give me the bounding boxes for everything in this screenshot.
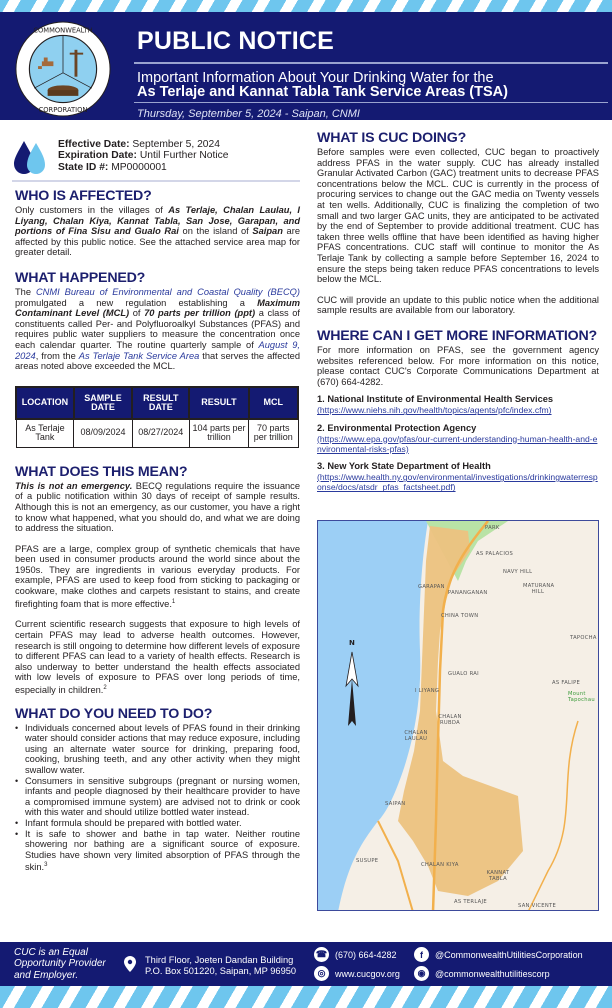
section-heading: WHO IS AFFECTED? <box>15 188 152 204</box>
section-what-do <box>15 706 300 873</box>
what-happened-text: The CNMI Bureau of Environmental and Coastal Quality (BECQ) promulgated a new regulation establishing a Maximum Contaminant Level (MCL) of 70 parts per trillion (ppt) a class of constituents called Per- and Polyfluoroalkyl Substances (PFAS) and requires public water suppliers to measure the concentration once each calendar quarter. The routine quarterly sample of August 9, 2024, from the As Terlaje Tank Service Area that serves the affected areas noted above exceeded the MCL. <box>15 286 301 372</box>
page-subtitle <box>137 71 508 99</box>
cuc-doing-p2: CUC will provide an update to this public notice when the additional sample results are available from our laboratory. <box>317 294 599 316</box>
section-what-happened <box>15 270 300 372</box>
section-more-info <box>317 328 599 493</box>
section-heading: WHERE CAN I GET MORE INFORMATION? <box>317 327 598 344</box>
table-header: RESULT <box>189 387 248 419</box>
subtitle-line-1: Important Information About Your Drinking Water for the <box>137 70 494 86</box>
facebook-link[interactable]: f @CommonwealthUtilitiesCorporation <box>414 947 583 962</box>
cuc-logo-seal <box>15 21 111 117</box>
state-id: State ID #: MP0000001 <box>58 161 167 173</box>
right-column <box>317 130 599 493</box>
globe-icon: ◎ <box>314 966 329 981</box>
list-item: • Individuals concerned about levels of PFAS found in their drinking water should consider actions that may reduce exposure, including using an alternate water source for drinking, preparing food, cooking, brushing teeth, and any other activity when they might swallow water. <box>15 723 300 776</box>
location-pin-icon <box>124 956 136 972</box>
section-heading: WHAT IS CUC DOING? <box>317 130 467 146</box>
instagram-icon: ◉ <box>414 966 429 981</box>
section-heading: WHAT HAPPENED? <box>15 269 146 286</box>
section-heading: WHAT DO YOU NEED TO DO? <box>15 705 213 722</box>
table-row <box>16 419 298 448</box>
svg-text:CORPORATION: CORPORATION <box>38 106 88 115</box>
list-item: • Infant formula should be prepared with bottled water. <box>15 818 300 829</box>
reference-link[interactable]: (https://www.health.ny.gov/environmental/investigations/drinkingwaterresponse/docs/atsdr_pfas_factsheet.pdf) <box>317 472 598 493</box>
table-cell: 08/27/2024 <box>132 419 189 448</box>
list-item: • It is safe to shower and bathe in tap water. Neither routine showering nor bathing are a significant source of exposure. Studies have shown very limited absorption of PFAS through the skin.$^3$ <box>15 829 300 873</box>
table-header: MCL <box>249 387 299 419</box>
reference-item: 3. New York State Department of Health (https://www.health.ny.gov/environmental/investigations/drinkingwaterresponse/docs/atsdr_pfas_factsheet.pdf) <box>317 461 598 493</box>
top-stripe-band <box>0 0 612 12</box>
becq-link[interactable]: CNMI Bureau of Environmental and Coastal Quality (BECQ) <box>35 286 300 297</box>
who-affected-text: Only customers in the villages of As Terlaje, Chalan Laulau, I Liyang, Chalan Kiya, Kannat Tabla, San Jose, Garapan, and portions of Fina Sisu and Gualo Rai on the island of Saipan are affected by this public notice. See the attached service area map for greater detail. <box>15 205 300 258</box>
notice-meta <box>12 138 300 182</box>
equal-opportunity-statement: CUC is an Equal Opportunity Provider and Employer. <box>14 947 106 981</box>
left-column <box>15 138 300 873</box>
more-info-intro: For more information on PFAS, see the government agency websites referenced below. For more information on this notice, please contact CUC's Corporate Communications Department at (670) 664-4282. <box>317 344 599 387</box>
reference-item: 2. Environmental Protection Agency (https://www.epa.gov/pfas/our-current-understanding-human-health-and-environmental-risks-pfas) <box>317 422 598 454</box>
footer <box>0 942 612 986</box>
phone-contact[interactable]: ☎ (670) 664-4282 <box>314 947 397 962</box>
svg-text:COMMONWEALTH: COMMONWEALTH <box>33 26 93 35</box>
bottom-stripe-band <box>0 986 612 1008</box>
what-mean-p1: This is not an emergency. BECQ regulations require the issuance of a public notification within 30 days of receipt of sample results. Although this is not an emergency, as our customer, you have a right to know what happened, what you should do, and what we are doing to address the situation. <box>15 480 300 534</box>
header-banner <box>0 12 612 120</box>
water-drops-icon <box>12 138 48 174</box>
reference-link[interactable]: (https://www.niehs.nih.gov/health/topics/agents/pfc/index.cfm) <box>317 405 552 416</box>
table-header: LOCATION <box>16 387 74 419</box>
section-heading: WHAT DOES THIS MEAN? <box>15 463 188 480</box>
effective-date: Effective Date: September 5, 2024 <box>58 138 220 150</box>
table-cell: 70 parts per trillion <box>249 419 299 448</box>
section-cuc-doing <box>317 130 599 316</box>
instagram-link[interactable]: ◉ @commonwealthutilitiescorp <box>414 966 550 981</box>
reference-item: 1. National Institute of Environmental Health Services (https://www.niehs.nih.gov/health/topics/agents/pfc/index.cfm) <box>317 394 599 415</box>
subtitle-line-2: As Terlaje and Kannat Tabla Tank Service Areas (TSA) <box>137 84 508 100</box>
service-area-map: N PARK AS PALACIOS NAVY HILL MATURANA HILL GARAPAN PANANGANAN CHINA TOWN TAPOCHA GUALO RAI I LIYANG AS FALIPE Mount Tapochau CHALAN RUBDA CHALAN LAULAU SAIPAN SUSUPE CHALAN KIYA KANNAT TABLA AS TERLAJE SAN VICENTE <box>317 520 599 911</box>
north-label: N <box>349 639 356 647</box>
header-divider-2 <box>134 102 608 103</box>
reference-link[interactable]: (https://www.epa.gov/pfas/our-current-understanding-human-health-and-environmental-risks-pfas) <box>317 433 598 454</box>
address: Third Floor, Joeten Dandan Building P.O. Box 501220, Saipan, MP 96950 <box>145 955 297 976</box>
section-what-mean <box>15 464 300 696</box>
list-item: • Consumers in sensitive subgroups (pregnant or nursing women, infants and people diagnosed by their healthcare provider to have a compromised immune system) are advised not to drink or cook with this water and should utilize bottled water instead. <box>15 776 300 818</box>
table-cell: 08/09/2024 <box>74 419 132 448</box>
cuc-doing-p1: Before samples were even collected, CUC began to proactively address PFAS in the water supply. CUC has already installed Granular Activated Carbon (GAC) treatment units to decrease PFAS concentrations below the MCL. CUC is currently in the process of procuring services to change out the GAC media on Twenty vessels at ten wells. Additionally, CUC is finalizing the completion of two small and two larger GAC units, they are anticipated to be activated by the end of September to provide additional treatment. CUC has taken three wells offline that have been identified as having higher PFAS concentrations. CUC staff will continue to monitor the As Terlaje Tank by collecting a sample before September 16, 2024 to ensure the steps being taken reduce PFAS concentrations to levels below the MCL. <box>317 147 599 285</box>
dateline: Thursday, September 5, 2024 - Saipan, CNMI <box>137 108 360 120</box>
results-table <box>15 386 299 448</box>
website-link[interactable]: ◎ www.cucgov.org <box>314 966 400 981</box>
table-header: SAMPLE DATE <box>74 387 132 419</box>
table-cell: As Terlaje Tank <box>16 419 74 448</box>
table-header: RESULT DATE <box>132 387 189 419</box>
page-title: PUBLIC NOTICE <box>137 27 335 55</box>
phone-icon: ☎ <box>314 947 329 962</box>
facebook-icon: f <box>414 947 429 962</box>
header-divider <box>134 62 608 64</box>
what-mean-p3: Current scientific research suggests that exposure to high levels of certain PFAS may lead to adverse health outcomes. However, research is still ongoing to determine how different levels of exposure to different PFAS can lead to a variety of health effects. Research is also underway to better understand the health effects associated with low levels of exposure to PFAS over long periods of time, especially in children.$^2$ <box>15 619 300 695</box>
action-list <box>15 723 300 873</box>
what-mean-p2: PFAS are a large, complex group of synthetic chemicals that have been used in consumer products around the world since about the 1950s. They are ingredients in various everyday products. For example, PFAS are used to keep food from sticking to packaging or cookware, make clothes and carpets resistant to stains, and create firefighting foam that is more effective.$^1$ <box>15 543 300 609</box>
expiration-date: Expiration Date: Until Further Notice <box>58 150 229 162</box>
table-cell: 104 parts per trillion <box>189 419 248 448</box>
section-who-affected <box>15 188 300 258</box>
